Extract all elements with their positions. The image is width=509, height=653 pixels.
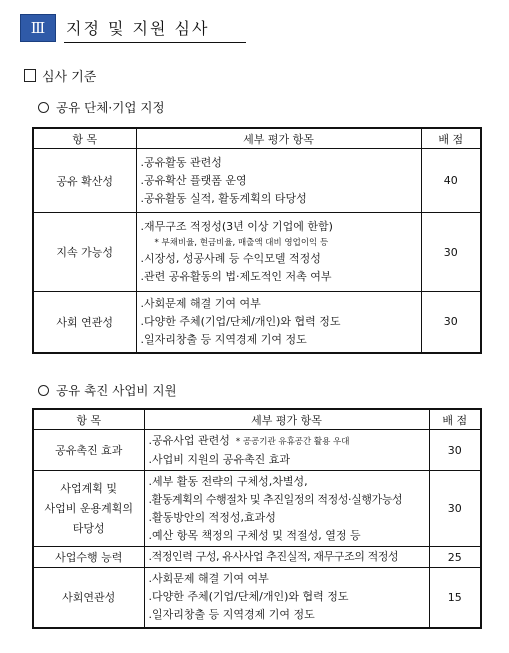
row-score: 30 — [421, 292, 481, 353]
row-category-line: 타당성 — [72, 521, 105, 535]
row-category — [33, 471, 144, 547]
col-header-details: 세부 평가 항목 — [136, 128, 421, 149]
row-items — [136, 213, 421, 292]
row-items — [144, 547, 429, 568]
table-row — [33, 547, 481, 568]
criteria-heading-text: 심사 기준 — [42, 70, 97, 85]
criteria-heading — [24, 66, 96, 85]
table1-heading — [38, 98, 165, 116]
row-score: 25 — [429, 547, 481, 568]
row-item: .시장성, 성공사례 등 수익모델 적정성 — [140, 252, 321, 265]
row-item: .활동계획의 수행절차 및 추진일정의 적정성·실행가능성 — [148, 492, 403, 506]
row-item: .사회문제 해결 기여 여부 — [148, 572, 269, 586]
row-items — [144, 430, 429, 471]
row-item: .일자리창출 등 지역경제 기여 정도 — [148, 608, 315, 622]
col-header-details: 세부 평가 항목 — [144, 409, 429, 430]
row-category: 사회연관성 — [33, 568, 144, 628]
row-item: .예산 항목 책정의 구체성 및 적절성, 열정 등 — [148, 528, 361, 542]
row-item: .적정인력 구성, 유사사업 추진실적, 재무구조의 적정성 — [148, 550, 399, 563]
table-header-row — [33, 409, 481, 430]
table-row — [33, 430, 481, 471]
table2-heading — [38, 381, 177, 399]
row-score: 40 — [421, 149, 481, 213]
row-score: 15 — [429, 568, 481, 628]
circle-bullet-icon — [38, 102, 49, 113]
square-bullet-icon — [24, 69, 36, 82]
row-item: .재무구조 적정성(3년 이상 기업에 한함) — [140, 220, 333, 233]
row-item — [149, 432, 425, 451]
row-category: 공유촉진 효과 — [33, 430, 144, 471]
row-category: 지속 가능성 — [33, 213, 136, 292]
row-items — [144, 471, 429, 547]
row-category: 공유 확산성 — [33, 149, 136, 213]
col-header-category: 항 목 — [33, 409, 144, 430]
row-score: 30 — [429, 430, 481, 471]
section-title-underline — [64, 42, 246, 43]
row-item: .공유활동 관련성 — [140, 155, 222, 169]
row-score: 30 — [429, 471, 481, 547]
row-item: .활동방안의 적정성,효과성 — [148, 510, 276, 524]
row-item-note: * 공공기관 유휴공간 활용 우대 — [235, 436, 350, 447]
section-number-badge: Ⅲ — [20, 14, 56, 42]
row-category-line: 사업비 운용계획의 — [44, 501, 133, 515]
table-row — [33, 568, 481, 628]
row-item: .다양한 주체(기업/단체/개인)와 협력 정도 — [140, 314, 341, 328]
row-item: .공유활동 실적, 활동계획의 타당성 — [140, 191, 307, 205]
row-category-line: 사업계획 및 — [60, 481, 118, 495]
row-category: 사회 연관성 — [33, 292, 136, 353]
support-criteria-table — [32, 408, 482, 629]
row-item: .사회문제 해결 기여 여부 — [140, 296, 261, 310]
row-category: 사업수행 능력 — [33, 547, 144, 568]
row-item: .일자리창출 등 지역경제 기여 정도 — [140, 332, 307, 346]
row-item: .다양한 주체(기업/단체/개인)와 협력 정도 — [148, 590, 349, 604]
table-row — [33, 149, 481, 213]
table2-heading-text: 공유 촉진 사업비 지원 — [56, 383, 177, 398]
col-header-score: 배 점 — [429, 409, 481, 430]
table-row — [33, 292, 481, 353]
row-item: .사업비 지원의 공유촉진 효과 — [148, 452, 290, 466]
circle-bullet-icon — [38, 385, 49, 396]
table-row — [33, 471, 481, 547]
row-item: .세부 활동 전략의 구체성,차별성, — [148, 474, 308, 488]
row-score: 30 — [421, 213, 481, 292]
section-title: 지정 및 지원 심사 — [66, 19, 210, 38]
row-item: .관련 공유활동의 법·제도적인 저촉 여부 — [140, 270, 332, 283]
row-item: .공유확산 플랫폼 운영 — [140, 173, 247, 187]
designation-criteria-table — [32, 127, 482, 354]
row-items — [136, 292, 421, 353]
table1-heading-text: 공유 단체·기업 지정 — [56, 100, 165, 115]
row-item-note: * 부채비율, 현금비율, 매출액 대비 영업이익 등 — [154, 238, 329, 248]
row-items — [144, 568, 429, 628]
row-item-text: .공유사업 관련성 — [148, 433, 230, 447]
row-items — [136, 149, 421, 213]
table-header-row — [33, 128, 481, 149]
table-row — [33, 213, 481, 292]
col-header-category: 항 목 — [33, 128, 136, 149]
col-header-score: 배 점 — [421, 128, 481, 149]
